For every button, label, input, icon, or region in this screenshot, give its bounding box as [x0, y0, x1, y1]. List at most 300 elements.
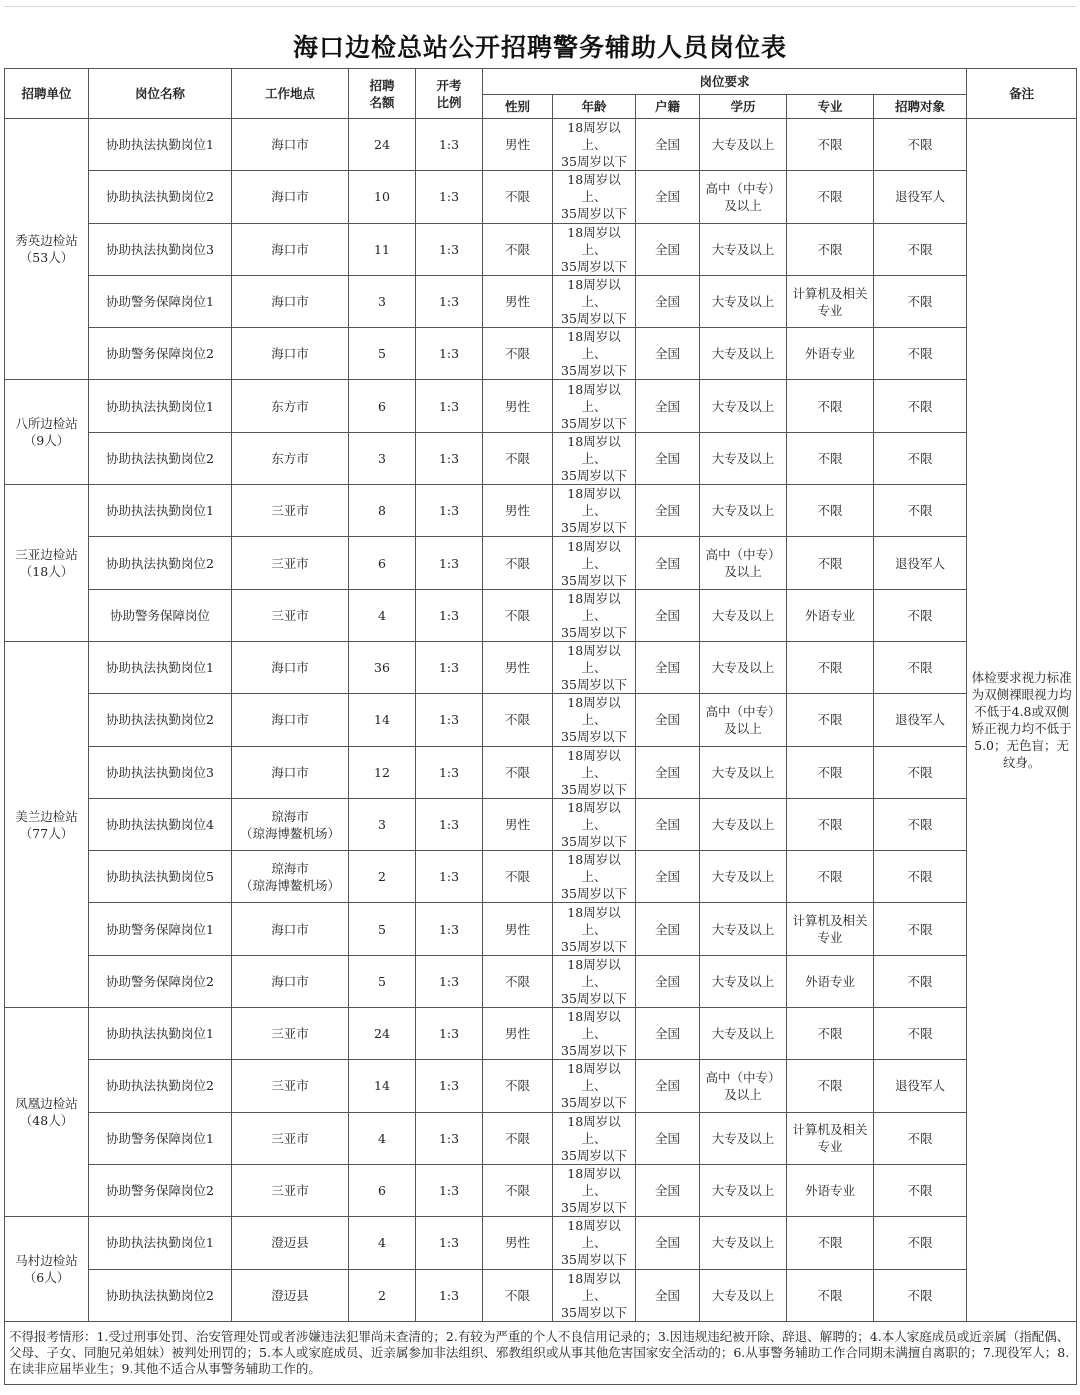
- disqualification-notes: 不得报考情形：1.受过刑事处罚、治安管理处罚或者涉嫌违法犯罪尚未查清的；2.有较为严重的个人不良信用记录的；3.因违规违纪被开除、辞退、解聘的；4.本人家庭成员或近亲属（指配偶、父母、子女、同胞兄弟姐妹）被判处刑罚的；5.本人或家庭成员、近亲属参加非法组织、邪教组织或从事其他危害国家安全活动的；6.从事警务辅助工作合同期未满擅自离职的；7.现役军人；8.在读非应届毕业生；9.其他不适合从事警务辅助工作的。: [5, 1321, 1077, 1384]
- work-location: [232, 955, 349, 1007]
- header-target: 招聘对象: [874, 95, 967, 119]
- work-location-line1: 三亚市: [271, 555, 309, 571]
- age-range: [553, 432, 636, 484]
- education-line1: 大专及以上: [711, 817, 775, 832]
- table-row: [5, 380, 1077, 432]
- quota: 14: [349, 1060, 416, 1112]
- work-location-line2: （琼海博鳌机场）: [239, 825, 340, 841]
- work-location: [232, 275, 349, 327]
- gender: 男性: [483, 903, 553, 955]
- hukou: 全国: [636, 798, 700, 850]
- post-name: 协助执法执勤岗位1: [89, 485, 232, 537]
- gender: 男性: [483, 798, 553, 850]
- age-range-line2: 35周岁以下: [561, 1200, 627, 1216]
- gender: 不限: [483, 328, 553, 380]
- age-range-line2: 35周岁以下: [561, 520, 627, 536]
- work-location-line1: 海口市: [271, 764, 309, 780]
- education-line1: 大专及以上: [711, 607, 775, 623]
- major-line1: 不限: [817, 869, 843, 885]
- education: [700, 1008, 787, 1060]
- recruit-target: 不限: [874, 1269, 967, 1321]
- gender: 男性: [483, 119, 553, 171]
- work-location: [232, 328, 349, 380]
- major-line1: 不限: [817, 1078, 843, 1094]
- hukou: 全国: [636, 223, 700, 275]
- major-line1: 不限: [817, 1235, 843, 1251]
- recruit-target: 不限: [874, 955, 967, 1007]
- work-location: [232, 798, 349, 850]
- major-line1: 外语专业: [804, 973, 855, 989]
- education-line1: 大专及以上: [711, 764, 775, 780]
- recruit-target: 不限: [874, 798, 967, 850]
- hukou: 全国: [636, 1112, 700, 1164]
- education-line1: 大专及以上: [711, 921, 775, 937]
- major-line1: 不限: [817, 817, 843, 832]
- recruit-target: 不限: [874, 1164, 967, 1216]
- post-name: 协助执法执勤岗位2: [89, 432, 232, 484]
- education: [700, 694, 787, 746]
- education: [700, 537, 787, 589]
- age-range: [553, 589, 636, 641]
- recruit-target: 不限: [874, 746, 967, 798]
- major-line1: 不限: [817, 450, 843, 466]
- hukou: 全国: [636, 1217, 700, 1269]
- gender: 男性: [483, 485, 553, 537]
- work-location-line1: 东方市: [271, 450, 309, 466]
- recruit-target: 不限: [874, 1112, 967, 1164]
- exam-ratio: 1:3: [416, 903, 483, 955]
- exam-ratio: 1:3: [416, 1269, 483, 1321]
- post-name: 协助执法执勤岗位3: [89, 223, 232, 275]
- table-row: [5, 589, 1077, 641]
- education-line2: 及以上: [724, 197, 762, 213]
- quota: 6: [349, 1164, 416, 1216]
- header-location: 工作地点: [232, 69, 349, 119]
- age-range-line2: 35周岁以下: [561, 415, 627, 431]
- gender: 男性: [483, 275, 553, 327]
- quota: 36: [349, 641, 416, 693]
- major: [787, 223, 874, 275]
- age-range-line2: 35周岁以下: [561, 677, 627, 693]
- unit-name: 凤凰边检站: [15, 1096, 78, 1112]
- post-name: 协助警务保障岗位2: [89, 1164, 232, 1216]
- gender: 不限: [483, 589, 553, 641]
- education-line1: 大专及以上: [711, 869, 775, 885]
- age-range: [553, 1164, 636, 1216]
- header-gender: 性别: [483, 95, 553, 119]
- hukou: 全国: [636, 694, 700, 746]
- recruit-target: 不限: [874, 119, 967, 171]
- header-quota-line2: 名额: [369, 94, 395, 110]
- gender: 不限: [483, 1060, 553, 1112]
- age-range-line2: 35周岁以下: [561, 467, 627, 483]
- major-line1: 不限: [817, 241, 843, 257]
- major: [787, 641, 874, 693]
- work-location: [232, 851, 349, 903]
- age-range: [553, 641, 636, 693]
- hukou: 全国: [636, 851, 700, 903]
- age-range: [553, 851, 636, 903]
- major-line1: 不限: [817, 189, 843, 205]
- age-range: [553, 223, 636, 275]
- quota: 5: [349, 328, 416, 380]
- age-range-line1: 18周岁以上、: [567, 538, 621, 571]
- work-location: [232, 1112, 349, 1164]
- table-row: [5, 903, 1077, 955]
- age-range-line1: 18周岁以上、: [567, 224, 621, 257]
- work-location: [232, 171, 349, 223]
- table-row: [5, 798, 1077, 850]
- age-range-line1: 18周岁以上、: [567, 1166, 621, 1199]
- age-range-line2: 35周岁以下: [561, 834, 627, 849]
- recruit-target: 退役军人: [874, 1060, 967, 1112]
- age-range-line1: 18周岁以上、: [567, 277, 621, 310]
- age-range-line1: 18周岁以上、: [567, 643, 621, 676]
- table-body: [5, 119, 1077, 1322]
- hukou: 全国: [636, 432, 700, 484]
- major: [787, 275, 874, 327]
- work-location-line1: 海口市: [271, 921, 309, 937]
- header-requirements: 岗位要求: [483, 69, 967, 95]
- exam-ratio: 1:3: [416, 1060, 483, 1112]
- education: [700, 851, 787, 903]
- education: [700, 171, 787, 223]
- major-line2: 专业: [817, 1139, 843, 1155]
- major-line1: 计算机及相关: [792, 913, 868, 929]
- recruit-target: 不限: [874, 641, 967, 693]
- exam-ratio: 1:3: [416, 171, 483, 223]
- work-location-line1: 海口市: [271, 973, 309, 989]
- age-range-line2: 35周岁以下: [561, 1147, 627, 1163]
- quota: 2: [349, 1269, 416, 1321]
- recruit-target: 不限: [874, 432, 967, 484]
- table-row: [5, 119, 1077, 171]
- work-location-line2: （琼海博鳌机场）: [239, 877, 340, 893]
- age-range-line1: 18周岁以上、: [567, 120, 621, 153]
- age-range: [553, 537, 636, 589]
- age-range-line1: 18周岁以上、: [567, 172, 621, 205]
- table-row: [5, 1060, 1077, 1112]
- education: [700, 1217, 787, 1269]
- exam-ratio: 1:3: [416, 1164, 483, 1216]
- table-row: [5, 955, 1077, 1007]
- work-location-line1: 海口市: [271, 241, 309, 257]
- education-line1: 高中（中专）: [705, 703, 781, 719]
- table-row: [5, 171, 1077, 223]
- table-row: [5, 641, 1077, 693]
- major-line1: 不限: [817, 764, 843, 780]
- work-location: [232, 1060, 349, 1112]
- recruit-target: 不限: [874, 485, 967, 537]
- gender: 男性: [483, 641, 553, 693]
- work-location: [232, 746, 349, 798]
- page-title: 海口边检总站公开招聘警务辅助人员岗位表: [292, 33, 787, 62]
- hukou: 全国: [636, 275, 700, 327]
- quota: 4: [349, 1217, 416, 1269]
- major: [787, 328, 874, 380]
- gender: 不限: [483, 851, 553, 903]
- recruit-target: 不限: [874, 589, 967, 641]
- unit-name-cell: [5, 485, 89, 642]
- major: [787, 1164, 874, 1216]
- work-location-line1: 海口市: [271, 137, 309, 153]
- age-range-line1: 18周岁以上、: [567, 1218, 621, 1251]
- education-line1: 高中（中专）: [705, 180, 781, 196]
- education-line1: 大专及以上: [711, 398, 775, 414]
- age-range: [553, 746, 636, 798]
- education: [700, 223, 787, 275]
- work-location: [232, 223, 349, 275]
- age-range: [553, 275, 636, 327]
- header-quota-line1: 招聘: [369, 77, 395, 93]
- age-range-line1: 18周岁以上、: [567, 329, 621, 362]
- quota: 4: [349, 1112, 416, 1164]
- major-line1: 不限: [817, 555, 843, 571]
- gender: 男性: [483, 1217, 553, 1269]
- work-location-line1: 海口市: [271, 660, 309, 676]
- gender: 不限: [483, 955, 553, 1007]
- exam-ratio: 1:3: [416, 641, 483, 693]
- recruit-target: 不限: [874, 851, 967, 903]
- unit-name-cell: [5, 641, 89, 1007]
- exam-ratio: 1:3: [416, 537, 483, 589]
- age-range-line2: 35周岁以下: [561, 1095, 627, 1111]
- post-name: 协助警务保障岗位1: [89, 1112, 232, 1164]
- work-location: [232, 1164, 349, 1216]
- age-range-line2: 35周岁以下: [561, 938, 627, 954]
- education-line1: 大专及以上: [711, 503, 775, 519]
- exam-ratio: 1:3: [416, 275, 483, 327]
- remarks-cell: 体检要求视力标准为双侧裸眼视力均不低于4.8或双侧矫正视力均不低于5.0；无色盲；无纹身。: [967, 119, 1077, 1322]
- education: [700, 328, 787, 380]
- major-line1: 外语专业: [804, 607, 855, 623]
- table-row: [5, 694, 1077, 746]
- work-location-line1: 澄迈县: [271, 1235, 309, 1251]
- post-name: 协助执法执勤岗位2: [89, 537, 232, 589]
- recruit-target: 不限: [874, 903, 967, 955]
- major-line2: 专业: [817, 302, 843, 318]
- hukou: 全国: [636, 1269, 700, 1321]
- age-range-line1: 18周岁以上、: [567, 381, 621, 414]
- table-row: [5, 1217, 1077, 1269]
- education: [700, 380, 787, 432]
- exam-ratio: 1:3: [416, 485, 483, 537]
- age-range-line1: 18周岁以上、: [567, 1061, 621, 1094]
- education: [700, 1164, 787, 1216]
- quota: 2: [349, 851, 416, 903]
- recruit-target: 不限: [874, 328, 967, 380]
- header-ratio-line2: 比例: [436, 94, 462, 110]
- gender: 不限: [483, 1269, 553, 1321]
- age-range-line2: 35周岁以下: [561, 1252, 627, 1268]
- unit-count: （77人）: [19, 825, 74, 841]
- exam-ratio: 1:3: [416, 798, 483, 850]
- education-line1: 大专及以上: [711, 1130, 775, 1146]
- age-range-line2: 35周岁以下: [561, 572, 627, 588]
- work-location: [232, 641, 349, 693]
- header-hukou: 户籍: [636, 95, 700, 119]
- work-location-line1: 三亚市: [271, 1078, 309, 1094]
- education-line1: 大专及以上: [711, 241, 775, 257]
- major-line1: 不限: [817, 137, 843, 153]
- age-range: [553, 485, 636, 537]
- major: [787, 1217, 874, 1269]
- work-location: [232, 903, 349, 955]
- education-line2: 及以上: [724, 720, 762, 736]
- work-location-line1: 三亚市: [271, 1026, 309, 1042]
- post-name: 协助执法执勤岗位1: [89, 641, 232, 693]
- work-location: [232, 1269, 349, 1321]
- work-location-line1: 海口市: [271, 294, 309, 310]
- age-range-line2: 35周岁以下: [561, 990, 627, 1006]
- major-line1: 不限: [817, 1026, 843, 1042]
- education: [700, 432, 787, 484]
- gender: 不限: [483, 746, 553, 798]
- age-range: [553, 798, 636, 850]
- table-row: [5, 537, 1077, 589]
- table-row: [5, 1269, 1077, 1321]
- education-line1: 大专及以上: [711, 1235, 775, 1251]
- age-range: [553, 171, 636, 223]
- header-unit: 招聘单位: [5, 69, 89, 119]
- table-row: [5, 223, 1077, 275]
- education-line1: 大专及以上: [711, 1183, 775, 1199]
- hukou: 全国: [636, 1164, 700, 1216]
- education: [700, 955, 787, 1007]
- education: [700, 903, 787, 955]
- hukou: 全国: [636, 1008, 700, 1060]
- header-education: 学历: [700, 95, 787, 119]
- quota: 4: [349, 589, 416, 641]
- unit-count: （53人）: [19, 250, 74, 266]
- work-location: [232, 589, 349, 641]
- age-range-line2: 35周岁以下: [561, 206, 627, 222]
- post-name: 协助执法执勤岗位5: [89, 851, 232, 903]
- education-line1: 大专及以上: [711, 1287, 775, 1303]
- education-line1: 高中（中专）: [705, 1069, 781, 1085]
- unit-count: （6人）: [23, 1270, 70, 1286]
- major: [787, 171, 874, 223]
- major: [787, 589, 874, 641]
- hukou: 全国: [636, 955, 700, 1007]
- work-location-line1: 澄迈县: [271, 1287, 309, 1303]
- major-line1: 不限: [817, 503, 843, 519]
- hukou: 全国: [636, 641, 700, 693]
- work-location: [232, 119, 349, 171]
- major: [787, 119, 874, 171]
- unit-name-cell: [5, 119, 89, 380]
- major: [787, 1269, 874, 1321]
- exam-ratio: 1:3: [416, 328, 483, 380]
- major-line1: 外语专业: [804, 346, 855, 362]
- work-location: [232, 1008, 349, 1060]
- major-line1: 计算机及相关: [792, 285, 868, 301]
- work-location: [232, 380, 349, 432]
- work-location-line1: 东方市: [271, 398, 309, 414]
- education: [700, 641, 787, 693]
- work-location-line1: 三亚市: [271, 607, 309, 623]
- age-range-line1: 18周岁以上、: [567, 747, 621, 780]
- recruit-target: 退役军人: [874, 694, 967, 746]
- age-range: [553, 328, 636, 380]
- exam-ratio: 1:3: [416, 851, 483, 903]
- header-ratio: [416, 69, 483, 119]
- work-location: [232, 694, 349, 746]
- unit-name: 秀英边检站: [15, 233, 78, 249]
- quota: 6: [349, 537, 416, 589]
- exam-ratio: 1:3: [416, 589, 483, 641]
- table-row: [5, 746, 1077, 798]
- major: [787, 903, 874, 955]
- major: [787, 380, 874, 432]
- quota: 14: [349, 694, 416, 746]
- major: [787, 746, 874, 798]
- unit-name-cell: [5, 1008, 89, 1217]
- post-name: 协助执法执勤岗位2: [89, 1060, 232, 1112]
- post-name: 协助执法执勤岗位2: [89, 1269, 232, 1321]
- post-name: 协助警务保障岗位1: [89, 275, 232, 327]
- age-range: [553, 955, 636, 1007]
- age-range: [553, 1269, 636, 1321]
- education-line2: 及以上: [724, 1086, 762, 1102]
- major-line1: 外语专业: [804, 1183, 855, 1199]
- header-major: 专业: [787, 95, 874, 119]
- quota: 3: [349, 798, 416, 850]
- work-location-line1: 琼海市: [271, 860, 309, 876]
- work-location-line1: 海口市: [271, 712, 309, 728]
- post-name: 协助警务保障岗位2: [89, 328, 232, 380]
- major: [787, 432, 874, 484]
- quota: 3: [349, 432, 416, 484]
- education-line1: 大专及以上: [711, 1026, 775, 1042]
- exam-ratio: 1:3: [416, 380, 483, 432]
- age-range-line1: 18周岁以上、: [567, 590, 621, 623]
- major: [787, 1060, 874, 1112]
- education: [700, 746, 787, 798]
- post-name: 协助执法执勤岗位2: [89, 171, 232, 223]
- age-range: [553, 1060, 636, 1112]
- work-location-line1: 海口市: [271, 189, 309, 205]
- hukou: 全国: [636, 485, 700, 537]
- major: [787, 955, 874, 1007]
- post-name: 协助警务保障岗位: [89, 589, 232, 641]
- major: [787, 798, 874, 850]
- age-range-line2: 35周岁以下: [561, 363, 627, 379]
- exam-ratio: 1:3: [416, 223, 483, 275]
- work-location-line1: 琼海市: [271, 808, 309, 824]
- post-name: 协助警务保障岗位1: [89, 903, 232, 955]
- age-range-line2: 35周岁以下: [561, 1043, 627, 1059]
- work-location: [232, 1217, 349, 1269]
- recruit-target: 退役军人: [874, 171, 967, 223]
- age-range: [553, 1217, 636, 1269]
- major-line2: 专业: [817, 930, 843, 946]
- hukou: 全国: [636, 589, 700, 641]
- post-name: 协助执法执勤岗位4: [89, 798, 232, 850]
- age-range-line2: 35周岁以下: [561, 624, 627, 640]
- major-line1: 不限: [817, 660, 843, 676]
- header-age: 年龄: [553, 95, 636, 119]
- age-range-line1: 18周岁以上、: [567, 433, 621, 466]
- education-line1: 大专及以上: [711, 450, 775, 466]
- recruit-target: 不限: [874, 380, 967, 432]
- hukou: 全国: [636, 903, 700, 955]
- major-line1: 不限: [817, 398, 843, 414]
- age-range: [553, 119, 636, 171]
- major: [787, 694, 874, 746]
- gender: 不限: [483, 171, 553, 223]
- exam-ratio: 1:3: [416, 746, 483, 798]
